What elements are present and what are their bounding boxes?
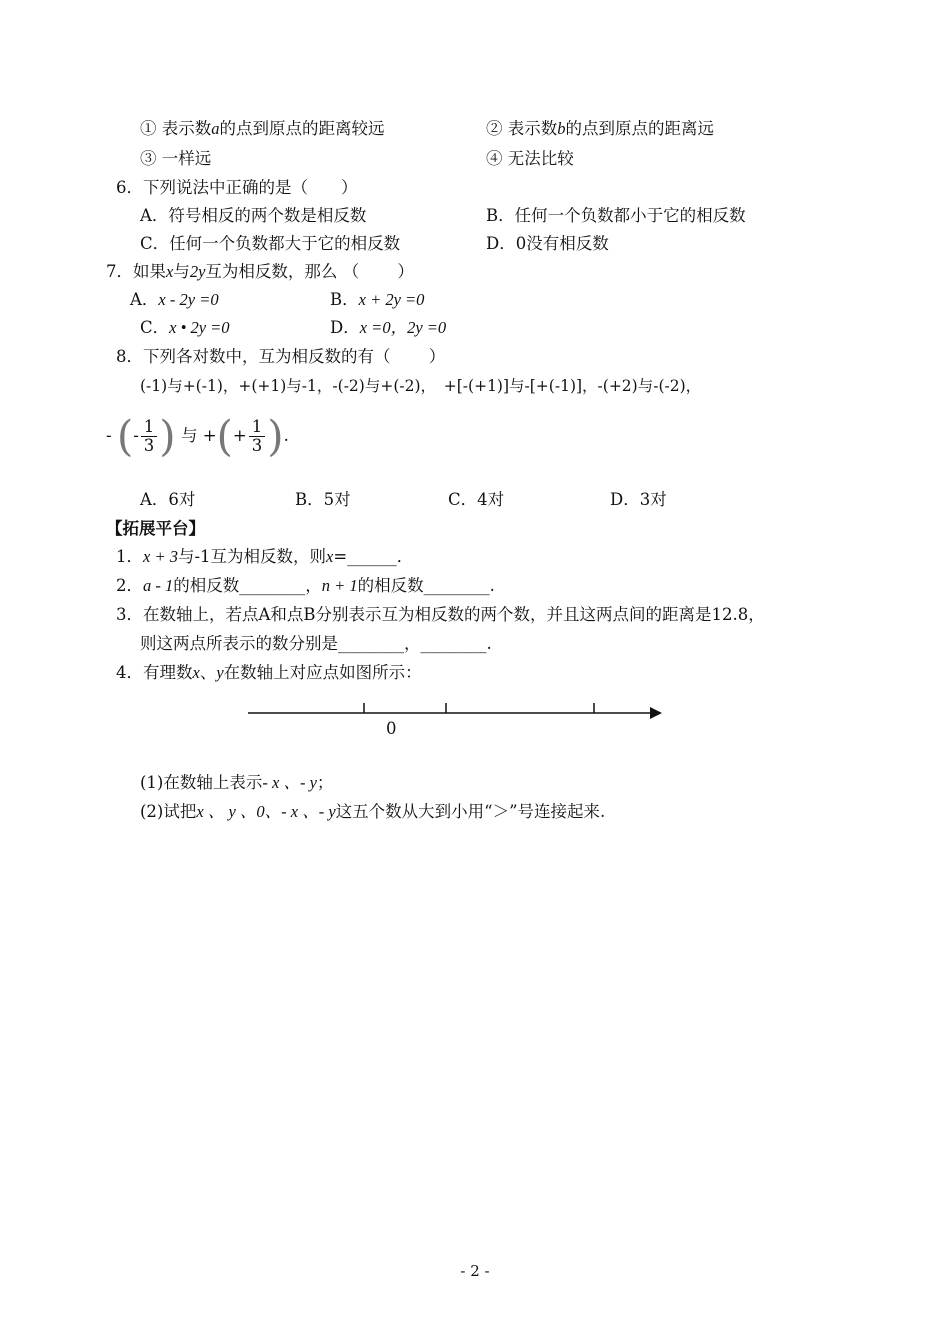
ext-question-3-line-2: 则这两点所表示的数分别是________，________. (140, 634, 492, 653)
option-label: C． (140, 318, 170, 337)
option-text: 的点到原点的距离远 (565, 119, 714, 138)
option-label: B． (330, 290, 359, 309)
arrow-head-icon (650, 707, 662, 719)
option-text: 的点到原点的距离较远 (219, 119, 385, 138)
q5-option-1 (140, 118, 385, 140)
q7-option-c (140, 317, 230, 339)
ext-question-1 (116, 546, 413, 568)
part-text: (1)在数轴上表示 (140, 773, 263, 792)
q5-option-2 (486, 118, 714, 140)
expression: a - 1 (143, 576, 174, 595)
q8-stem: 8．下列各对数中，互为相反数的有（ ） (116, 347, 446, 366)
question-text: 的相反数________. (357, 576, 495, 595)
option-label: A． (130, 290, 159, 309)
separator: 、 (199, 663, 217, 682)
expression: x + 3 (143, 547, 178, 566)
q6-option-c: C．任何一个负数都大于它的相反数 (140, 234, 401, 253)
section-heading: 【拓展平台】 (106, 519, 205, 538)
plus-sign: + (202, 426, 217, 445)
option-expression: x =0，2y =0 (359, 318, 447, 337)
variable-x: x (166, 262, 174, 281)
ext-question-4-part-2 (140, 801, 605, 823)
q7-option-d (330, 317, 446, 339)
part-text: (2)试把 (140, 802, 197, 821)
question-text: 的相反数________， (173, 576, 322, 595)
question-text: 与-1互为相反数，则 (177, 547, 327, 566)
fraction (141, 418, 158, 455)
left-paren: ( (216, 411, 233, 461)
variable-x: x (192, 663, 200, 682)
page-number: - 2 - (460, 1262, 490, 1280)
fraction (249, 418, 266, 455)
expression: - x 、- y (262, 773, 317, 792)
right-paren: ) (267, 411, 284, 461)
conjunction-text: 与 (180, 426, 198, 445)
stem-text: 与 (173, 262, 190, 281)
q8-option-c: C．4对 (448, 490, 505, 509)
q8-fraction-pair (106, 411, 289, 461)
q6-option-d: D．0没有相反数 (486, 234, 609, 253)
option-expression: x - 2y =0 (158, 290, 219, 309)
stem-text: 7．如果 (106, 262, 166, 281)
variable-x: x (326, 547, 334, 566)
q8-option-d: D．3对 (610, 490, 667, 509)
plus-sign: + (232, 426, 247, 445)
option-expression: x • 2y =0 (169, 318, 230, 337)
expression: n + 1 (321, 576, 358, 595)
option-label: D． (330, 318, 360, 337)
q6-option-a: A．符号相反的两个数是相反数 (140, 206, 367, 225)
ext-question-4 (116, 662, 422, 684)
denominator: 3 (251, 436, 263, 455)
variable-b: b (557, 119, 566, 138)
q6-stem: 6．下列说法中正确的是（ ） (116, 178, 358, 197)
period: . (283, 426, 289, 445)
ext-question-3-line-1: 3．在数轴上，若点A和点B分别表示互为相反数的两个数，并且这两点间的距离是12.8， (116, 605, 765, 624)
denominator: 3 (143, 436, 155, 455)
minus-sign: - (106, 426, 112, 445)
minus-sign: - (133, 426, 139, 445)
zero-label: 0 (386, 719, 397, 738)
q5-option-3: ③ 一样远 (140, 149, 212, 168)
number-line-figure (248, 700, 668, 746)
q7-option-a (130, 289, 219, 311)
variable-a: a (211, 119, 220, 138)
question-number: 2． (116, 576, 143, 595)
question-number: 1． (116, 547, 143, 566)
q8-option-a: A．6对 (140, 490, 196, 509)
left-paren: ( (116, 411, 134, 461)
question-text: 在数轴上对应点如图所示： (223, 663, 422, 682)
ext-question-4-part-1 (140, 772, 333, 794)
option-text: ② 表示数 (486, 119, 558, 138)
question-text: =______． (333, 547, 414, 566)
option-text: ① 表示数 (140, 119, 212, 138)
ext-question-2 (116, 575, 495, 597)
q5-option-4: ④ 无法比较 (486, 149, 574, 168)
expression: x 、 y 、0、- x 、- y (196, 802, 336, 821)
q8-option-b: B．5对 (295, 490, 351, 509)
right-paren: ) (159, 411, 176, 461)
q6-option-b: B．任何一个负数都小于它的相反数 (486, 206, 746, 225)
question-text: 4．有理数 (116, 663, 193, 682)
numerator: 1 (249, 418, 266, 437)
variable-y: y (216, 663, 224, 682)
part-text: 这五个数从大到小用“＞”号连接起来. (335, 802, 606, 821)
option-expression: x + 2y =0 (358, 290, 425, 309)
q7-option-b (330, 289, 424, 311)
expression-2y: 2y (189, 262, 206, 281)
q8-pairs: (-1)与+(-1)，+(+1)与-1，-(-2)与+(-2)， +[-(+1)]与-[+(-1)]，-(+2)与-(-2)， (140, 377, 702, 395)
numerator: 1 (141, 418, 158, 437)
stem-text: 互为相反数，那么 （ ） (205, 262, 414, 281)
q7-stem (106, 261, 414, 283)
part-text: ； (316, 773, 334, 792)
